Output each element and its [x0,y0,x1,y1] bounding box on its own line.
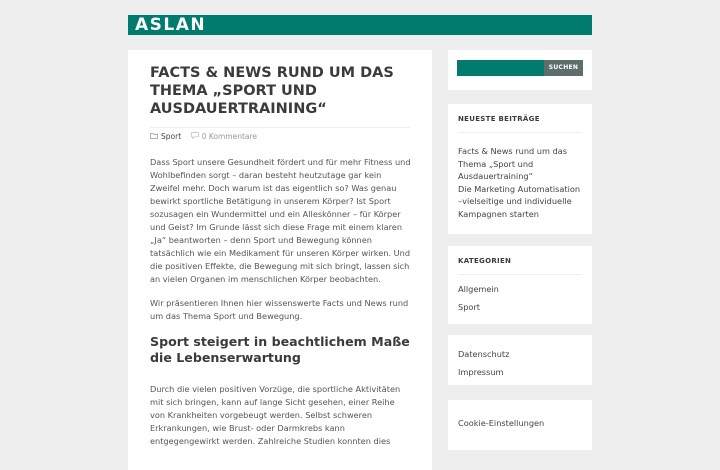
categories-widget [448,246,592,324]
main-content [128,50,432,470]
recent-post-link[interactable]: Die Marketing Automatisation –vielseitige und individuelle Kampagnen starten [458,183,581,219]
paragraph: Dass Sport unsere Gesundheit fördert und für mehr Fitness und Wohlbefinden sorgt – daran besteht heutzutage gar kein Zweifel mehr. Doch warum ist das eigentlich so? Was genau bewirkt sportliche Betätigung in unserem Körper? Ist Sport sozusagen ein Wundermittel und ein Alleskönner – für Körper und Geist? Im Grunde lässt sich diese Frage mit einem klaren „Ja“ beantworten – denn Sport und Bewegung können tatsächlich wie ein Medikament für unseren Körper wirken. Und die positiven Effekte, die Bewegung mit sich bringt, lassen sich an vielen Organen im menschlichen Körper beobachten. [150,157,411,284]
cookie-settings-link[interactable]: Cookie-Einstellungen [458,418,545,428]
cookie-list [458,417,584,430]
folder-icon [150,130,158,144]
categories-list [458,283,584,318]
category-link[interactable]: Sport [458,301,480,312]
post-body [150,156,412,459]
search-input[interactable] [457,60,544,76]
pages-list [458,348,584,383]
widget-title: NEUESTE BEITRÄGE [458,114,582,133]
recent-post-link[interactable]: Facts & News rund um das Thema „Sport und Ausdauertraining“ [458,146,568,181]
search-button[interactable]: SUCHEN [544,60,583,76]
site-title[interactable]: ASLAN [135,15,207,35]
section-heading: Sport steigert in beachtlichem Maße die Lebenserwartung [150,334,410,365]
page-link-datenschutz[interactable]: Datenschutz [458,349,510,359]
page-link-impressum[interactable]: Impressum [458,366,504,377]
pages-widget [448,335,592,385]
paragraph: Durch die vielen positiven Vorzüge, die sportliche Aktivitäten mit sich bringen, kann auf lange Sicht gesehen, einer Reihe von Krankheiten vorgebeugt werden. Selbst schweren Erkrankungen, wie Brust- oder Darmkrebs kann entgegengewirkt werden. Zahlreiche Studien konnten dies [150,384,401,446]
post-title: FACTS & NEWS RUND UM DAS THEMA „SPORT UND AUSDAUERTRAINING“ [150,65,394,117]
post-meta [150,127,410,144]
category-link[interactable]: Allgemein [458,284,499,294]
cookie-widget [448,400,592,450]
recent-posts-widget [448,104,592,234]
comment-icon [191,130,199,144]
post-comments-link[interactable]: 0 Kommentare [201,132,258,141]
site-header [128,15,592,35]
paragraph: Wir präsentieren Ihnen hier wissenswerte Facts und News rund um das Thema Sport und Bewegung. [150,298,409,321]
widget-title: KATEGORIEN [458,256,582,275]
recent-posts-list [458,145,584,220]
search-widget [448,50,592,90]
post-category-link[interactable]: Sport [161,132,182,141]
